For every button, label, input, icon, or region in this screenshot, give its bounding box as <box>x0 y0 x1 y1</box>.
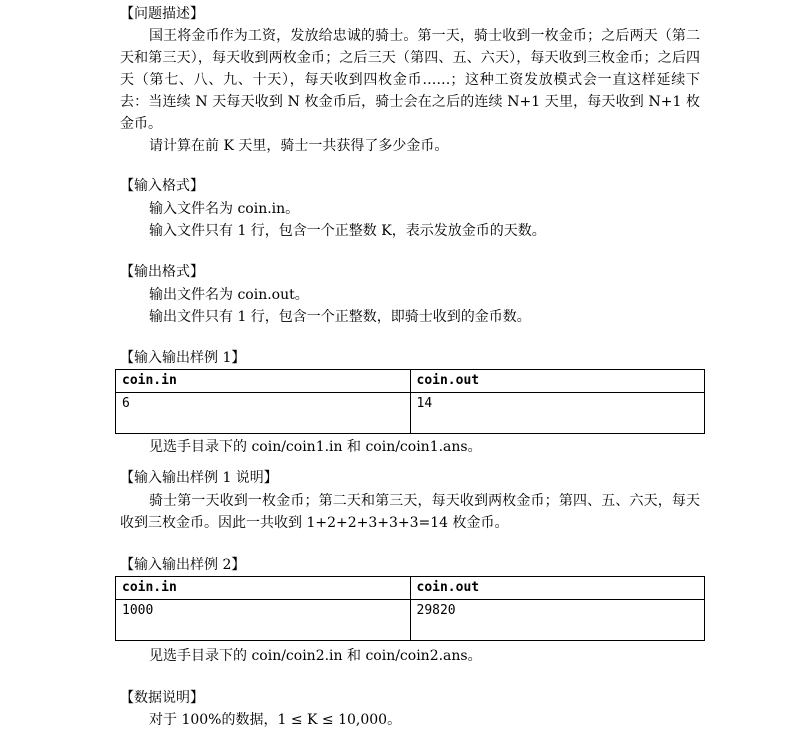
sample2-table <box>115 576 705 641</box>
section-title-data-desc: 【数据说明】 <box>120 690 204 706</box>
section-title-input-format: 【输入格式】 <box>120 178 204 194</box>
sample1-header-in: coin.in <box>116 370 411 393</box>
section-title-problem: 【问题描述】 <box>120 6 204 22</box>
sample1-value-out: 14 <box>410 393 705 434</box>
section-title-sample1: 【输入输出样例 1】 <box>120 350 246 366</box>
sample2-header-in: coin.in <box>116 577 411 600</box>
sample1-note: 见选手目录下的 coin/coin1.in 和 coin/coin1.ans。 <box>149 439 482 455</box>
data-range: 对于 100%的数据，1 ≤ K ≤ 10,000。 <box>149 712 402 728</box>
problem-question: 请计算在前 K 天里，骑士一共获得了多少金币。 <box>149 138 449 154</box>
problem-description: 国王将金币作为工资，发放给忠诚的骑士。第一天，骑士收到一枚金币；之后两天（第二天和第三天），每天收到两枚金币；之后三天（第四、五、六天），每天收到三枚金币；之后四天（第七、八、九、十天），每天收到四枚金币……；这种工资发放模式会一直这样延续下去：当连续 N 天每天收到 N 枚金币后，骑士会在之后的连续 N+1 天里，每天收到 N+1 枚金币。 <box>120 28 700 132</box>
input-filename: 输入文件名为 coin.in。 <box>149 201 300 217</box>
sample1-table <box>115 369 705 434</box>
sample2-value-out: 29820 <box>410 600 705 641</box>
sample2-header-out: coin.out <box>410 577 705 600</box>
input-description: 输入文件只有 1 行，包含一个正整数 K，表示发放金币的天数。 <box>149 223 546 239</box>
section-title-sample2: 【输入输出样例 2】 <box>120 557 246 573</box>
output-filename: 输出文件名为 coin.out。 <box>149 287 309 303</box>
sample2-value-in: 1000 <box>116 600 411 641</box>
section-title-output-format: 【输出格式】 <box>120 264 204 280</box>
sample1-header-out: coin.out <box>410 370 705 393</box>
output-description: 输出文件只有 1 行，包含一个正整数，即骑士收到的金币数。 <box>149 309 531 325</box>
section-title-sample1-explain: 【输入输出样例 1 说明】 <box>120 470 278 486</box>
sample2-note: 见选手目录下的 coin/coin2.in 和 coin/coin2.ans。 <box>149 648 482 664</box>
sample1-explanation: 骑士第一天收到一枚金币；第二天和第三天，每天收到两枚金币；第四、五、六天，每天收到三枚金币。因此一共收到 1+2+2+3+3+3=14 枚金币。 <box>120 493 700 531</box>
sample1-value-in: 6 <box>116 393 411 434</box>
